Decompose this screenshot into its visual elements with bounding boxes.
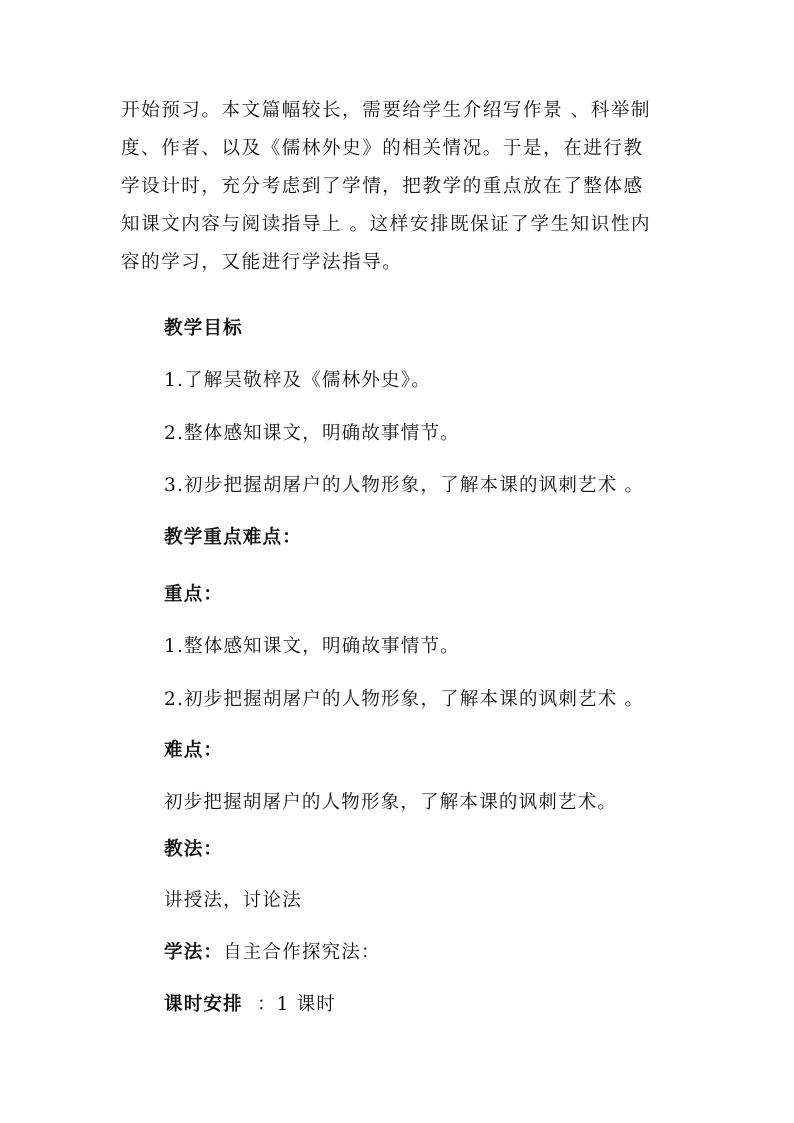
intro-line: 学设计时，充分考虑到了学情，把教学的重点放在了整体感 <box>121 176 644 197</box>
objective-item: 3.初步把握胡屠户的人物形象，了解本课的讽刺艺术 。 <box>164 475 645 496</box>
difficulty-heading: 难点： <box>164 740 224 761</box>
key-points-heading: 教学重点难点： <box>164 527 302 548</box>
teaching-method-text: 讲授法，讨论法 <box>164 890 302 911</box>
learning-method-label: 学法： <box>164 942 224 963</box>
intro-paragraph <box>121 92 681 282</box>
objective-item: 2.整体感知课文，明确故事情节。 <box>164 423 460 444</box>
schedule-label: 课时安排 <box>164 994 243 1015</box>
focus-item: 2.初步把握胡屠户的人物形象，了解本课的讽刺艺术 。 <box>164 689 645 710</box>
learning-method-line <box>164 940 381 966</box>
schedule-value: ：1 课时 <box>242 994 337 1015</box>
teaching-method-heading: 教法： <box>164 839 224 860</box>
focus-heading: 重点： <box>164 584 224 605</box>
intro-line: 开始预习。本文篇幅较长，需要给学生介绍写作景 、科举制 <box>121 100 652 121</box>
schedule-line <box>164 992 336 1018</box>
objective-item: 1.了解吴敬梓及《儒林外史》。 <box>164 370 431 391</box>
intro-line: 度、作者、以及《儒林外史》的相关情况。于是，在进行教 <box>121 138 644 159</box>
focus-item: 1.整体感知课文，明确故事情节。 <box>164 636 460 657</box>
objectives-heading: 教学目标 <box>164 318 243 339</box>
intro-line: 容的学习，又能进行学法指导。 <box>121 252 403 273</box>
learning-method-text: 自主合作探究法： <box>223 942 381 963</box>
difficulty-text: 初步把握胡屠户的人物形象，了解本课的讽刺艺术。 <box>164 792 618 813</box>
intro-line: 知课文内容与阅读指导上 。这样安排既保证了学生知识性内 <box>121 214 652 235</box>
